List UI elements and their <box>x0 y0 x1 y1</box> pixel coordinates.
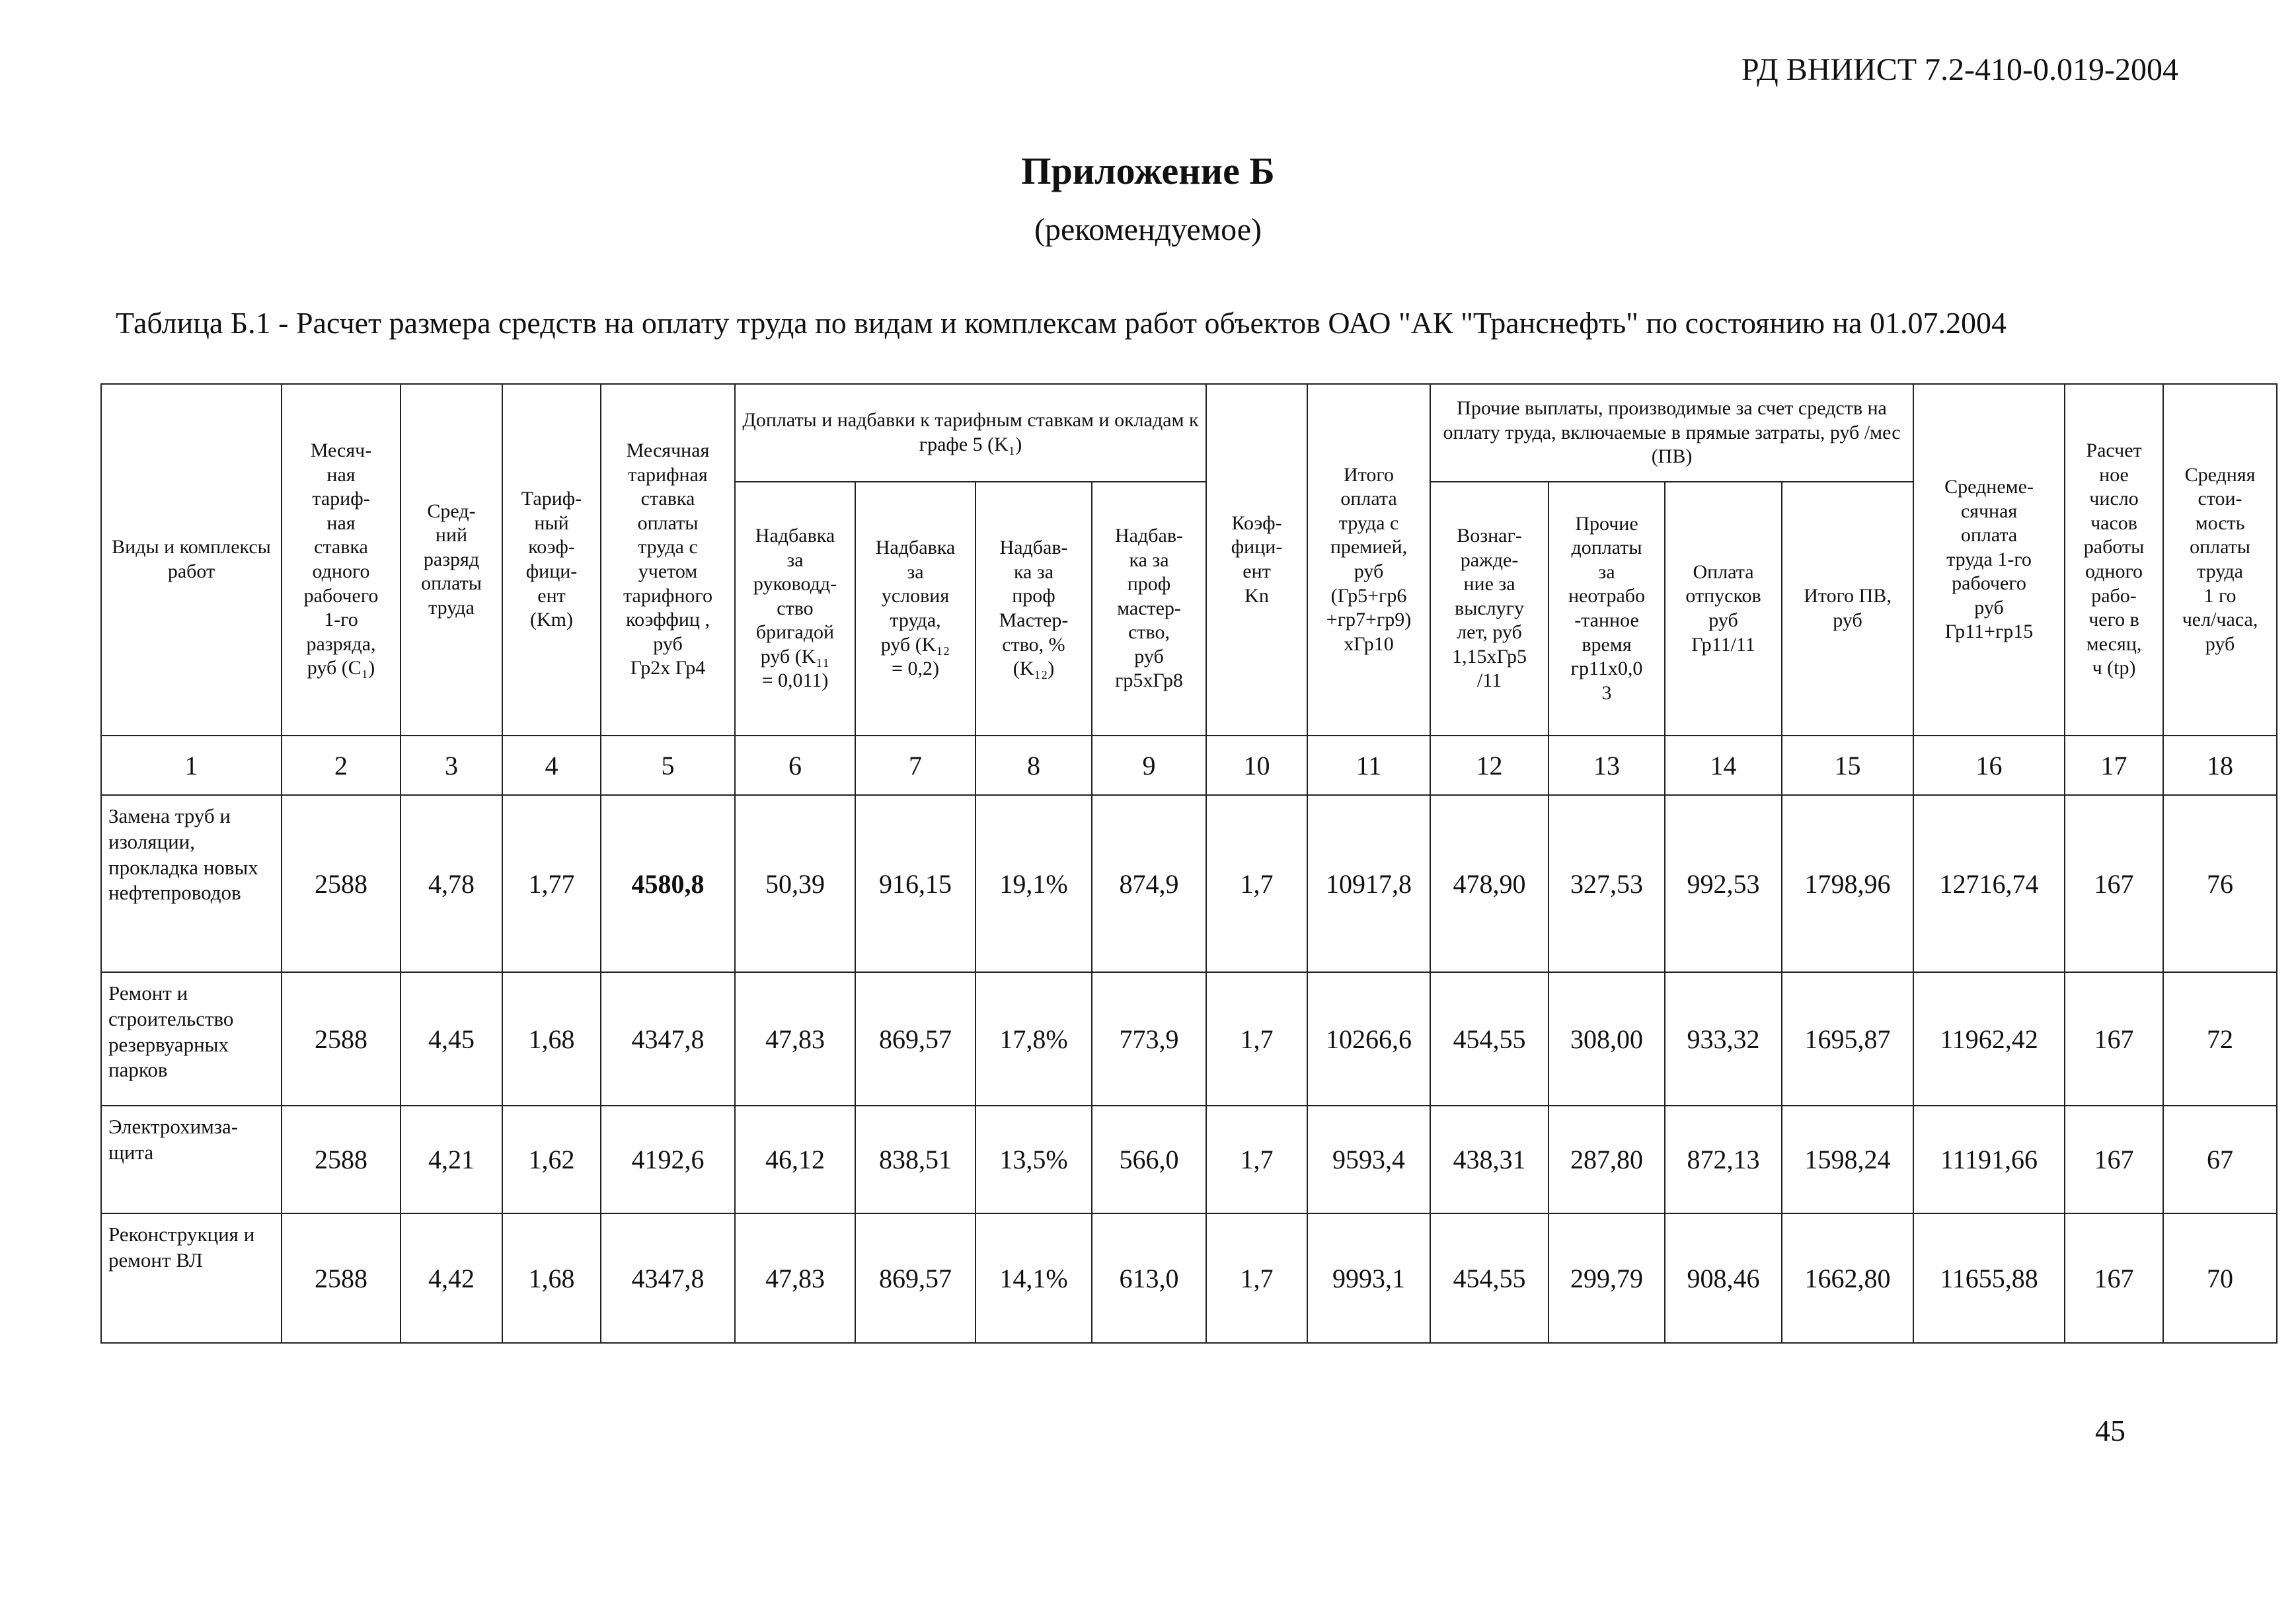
table-cell: 299,79 <box>1549 1213 1665 1343</box>
table-cell: 10266,6 <box>1307 972 1430 1106</box>
col-number: 2 <box>282 736 401 795</box>
table-cell: 992,53 <box>1665 795 1782 972</box>
table-cell: 50,39 <box>735 795 855 972</box>
table-cell: 167 <box>2065 1106 2163 1213</box>
table-row <box>101 795 2277 972</box>
table-cell: 1,68 <box>502 972 601 1106</box>
table-cell: 167 <box>2065 972 2163 1106</box>
group-header-other-payments: Прочие выплаты, производимые за счет средств на оплату труда, включаемые в прямые затраты, руб /мес (ПВ) <box>1430 384 1913 482</box>
table-cell: 1,68 <box>502 1213 601 1343</box>
table-cell: 1,7 <box>1206 1106 1307 1213</box>
table-cell: 1,62 <box>502 1106 601 1213</box>
table-cell: 4,45 <box>401 972 502 1106</box>
table-cell: 46,12 <box>735 1106 855 1213</box>
col-number: 14 <box>1665 736 1782 795</box>
table-cell: 874,9 <box>1092 795 1206 972</box>
table-cell: 478,90 <box>1430 795 1549 972</box>
row-label: Замена труб и изоляции, прокладка новых нефтепроводов <box>101 795 282 972</box>
table-cell: 10917,8 <box>1307 795 1430 972</box>
table-cell: 19,1% <box>976 795 1092 972</box>
table-cell: 11655,88 <box>1913 1213 2065 1343</box>
col-number: 6 <box>735 736 855 795</box>
table-cell: 308,00 <box>1549 972 1665 1106</box>
document-code: РД ВНИИСТ 7.2-410-0.019-2004 <box>1741 52 2178 87</box>
col-number: 10 <box>1206 736 1307 795</box>
table-cell: 872,13 <box>1665 1106 1782 1213</box>
row-label: Ремонт и строительство резервуарных парков <box>101 972 282 1106</box>
col-number: 15 <box>1782 736 1913 795</box>
row-label: Электрохимза-щита <box>101 1106 282 1213</box>
col-header-17: Расчет ное число часов работы одного рабо- чего в месяц, ч (tp) <box>2065 384 2163 736</box>
appendix-subtitle: (рекомендуемое) <box>1034 212 1262 247</box>
table-cell: 14,1% <box>976 1213 1092 1343</box>
col-number: 9 <box>1092 736 1206 795</box>
table-cell: 933,32 <box>1665 972 1782 1106</box>
header-row-1 <box>101 384 2277 482</box>
table-cell: 9593,4 <box>1307 1106 1430 1213</box>
table-cell: 67 <box>2163 1106 2277 1213</box>
table-cell: 869,57 <box>855 972 976 1106</box>
table-cell: 4347,8 <box>601 972 735 1106</box>
col-header-6: Надбавка за руководд- ство бригадой руб (K₁₁ = 0,011) <box>735 482 855 736</box>
table-row <box>101 972 2277 1106</box>
col-header-10: Коэф- фици- ент Kn <box>1206 384 1307 736</box>
table-cell: 454,55 <box>1430 972 1549 1106</box>
col-number: 11 <box>1307 736 1430 795</box>
col-header-9: Надбав- ка за проф мастер- ство, руб гр5хГр8 <box>1092 482 1206 736</box>
col-header-15: Итого ПВ, руб <box>1782 482 1913 736</box>
col-header-14: Оплата отпусков руб Гр11/11 <box>1665 482 1782 736</box>
table-cell: 72 <box>2163 972 2277 1106</box>
col-header-5: Месячная тарифная ставка оплаты труда с учетом тарифного коэффиц , руб Гр2х Гр4 <box>601 384 735 736</box>
col-number: 17 <box>2065 736 2163 795</box>
table-cell: 566,0 <box>1092 1106 1206 1213</box>
col-header-4: Тариф- ный коэф- фици- ент (Km) <box>502 384 601 736</box>
table-cell: 287,80 <box>1549 1106 1665 1213</box>
col-number: 5 <box>601 736 735 795</box>
table-cell: 1,7 <box>1206 972 1307 1106</box>
table-row <box>101 1106 2277 1213</box>
table-cell: 17,8% <box>976 972 1092 1106</box>
table-cell: 2588 <box>282 1213 401 1343</box>
table-cell: 1695,87 <box>1782 972 1913 1106</box>
table-cell: 1,7 <box>1206 1213 1307 1343</box>
col-header-7: Надбавка за условия труда, руб (K₁₂ = 0,2) <box>855 482 976 736</box>
col-header-13: Прочие доплаты за неотрабо -танное время гр11х0,0 3 <box>1549 482 1665 736</box>
table-cell: 773,9 <box>1092 972 1206 1106</box>
col-header-11: Итого оплата труда с премией, руб (Гр5+гр6 +гр7+гр9) хГр10 <box>1307 384 1430 736</box>
table-cell: 454,55 <box>1430 1213 1549 1343</box>
column-number-row <box>101 736 2277 795</box>
table-cell: 327,53 <box>1549 795 1665 972</box>
table-cell: 4,78 <box>401 795 502 972</box>
table-cell: 4,21 <box>401 1106 502 1213</box>
table-cell: 76 <box>2163 795 2277 972</box>
table-cell: 1,7 <box>1206 795 1307 972</box>
table-cell: 9993,1 <box>1307 1213 1430 1343</box>
table-cell: 2588 <box>282 1106 401 1213</box>
table-caption: Таблица Б.1 - Расчет размера средств на оплату труда по видам и комплексам работ объектов ОАО "АК "Транснефть" по состоянию на 01.07.2004 <box>116 306 2007 340</box>
table-row <box>101 1213 2277 1343</box>
col-header-2: Месяч- ная тариф- ная ставка одного рабочего 1-го разряда, руб (C₁) <box>282 384 401 736</box>
row-label: Реконструкция и ремонт ВЛ <box>101 1213 282 1343</box>
page-number: 45 <box>2095 1414 2125 1447</box>
col-header-8: Надбав- ка за проф Мастер- ство, % (K₁₂) <box>976 482 1092 736</box>
table-cell: 2588 <box>282 795 401 972</box>
table-cell: 167 <box>2065 1213 2163 1343</box>
col-header-3: Сред- ний разряд оплаты труда <box>401 384 502 736</box>
table-cell: 613,0 <box>1092 1213 1206 1343</box>
col-number: 18 <box>2163 736 2277 795</box>
table-cell: 2588 <box>282 972 401 1106</box>
table-cell: 47,83 <box>735 1213 855 1343</box>
col-number: 16 <box>1913 736 2065 795</box>
table-cell: 12716,74 <box>1913 795 2065 972</box>
table-cell: 1798,96 <box>1782 795 1913 972</box>
col-number: 8 <box>976 736 1092 795</box>
table-cell: 11962,42 <box>1913 972 2065 1106</box>
col-number: 4 <box>502 736 601 795</box>
table-cell: 4347,8 <box>601 1213 735 1343</box>
table-cell: 47,83 <box>735 972 855 1106</box>
table-cell: 838,51 <box>855 1106 976 1213</box>
table-cell: 1,77 <box>502 795 601 972</box>
col-header-1: Виды и комплексы работ <box>101 384 282 736</box>
table-cell: 11191,66 <box>1913 1106 2065 1213</box>
appendix-title: Приложение Б <box>1021 149 1275 192</box>
col-number: 1 <box>101 736 282 795</box>
table-cell: 70 <box>2163 1213 2277 1343</box>
table-cell: 1598,24 <box>1782 1106 1913 1213</box>
group-header-additions: Доплаты и надбавки к тарифным ставкам и окладам к графе 5 (K₁) <box>735 384 1206 482</box>
table-cell: 1662,80 <box>1782 1213 1913 1343</box>
table-cell: 4,42 <box>401 1213 502 1343</box>
payroll-table <box>100 383 2277 1344</box>
col-number: 13 <box>1549 736 1665 795</box>
table-cell: 4580,8 <box>601 795 735 972</box>
table-cell: 4192,6 <box>601 1106 735 1213</box>
table-cell: 916,15 <box>855 795 976 972</box>
col-number: 3 <box>401 736 502 795</box>
table-cell: 869,57 <box>855 1213 976 1343</box>
table-cell: 167 <box>2065 795 2163 972</box>
table-cell: 13,5% <box>976 1106 1092 1213</box>
table-cell: 438,31 <box>1430 1106 1549 1213</box>
col-header-12: Вознаг- ражде- ние за выслугу лет, руб 1,15хГр5 /11 <box>1430 482 1549 736</box>
table-cell: 908,46 <box>1665 1213 1782 1343</box>
col-number: 7 <box>855 736 976 795</box>
col-header-18: Средняя стои- мость оплаты труда 1 го чел/часа, руб <box>2163 384 2277 736</box>
col-header-16: Среднеме- сячная оплата труда 1-го рабочего руб Гр11+гр15 <box>1913 384 2065 736</box>
col-number: 12 <box>1430 736 1549 795</box>
